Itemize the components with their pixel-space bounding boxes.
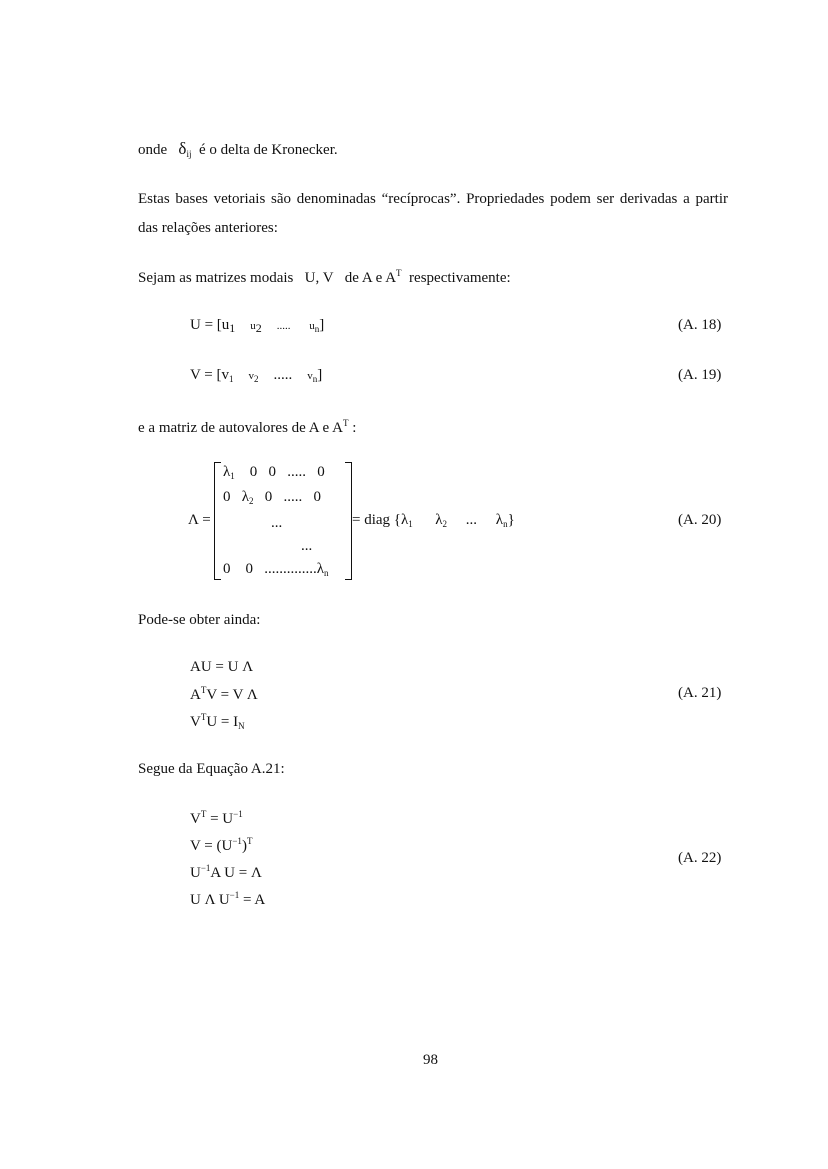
diag-rhs: = diag {$\lambda_1$ $\lambda_2$ ... $\lambda_n$} xyxy=(352,512,515,529)
equation-a22-d: U Λ $U^{-1} = A$ xyxy=(190,890,266,908)
kronecker-line: onde $\delta_{ij}$ é o delta de Kronecker. xyxy=(138,139,338,159)
equation-number-a22: (A. 22) xyxy=(678,850,722,866)
matrix-row-1: $\lambda_1$ 0 0 ..... 0 xyxy=(223,464,325,481)
equation-number-a20: (A. 20) xyxy=(678,512,722,528)
matrix-row-2: 0 $\lambda_2$ 0 ..... 0 xyxy=(223,489,322,506)
equation-a21-b: $A^TV = V$ Λ xyxy=(190,685,258,703)
modal-matrices-line: Sejam as matrizes modais U, V de A e $A^T$ respectivamente: xyxy=(138,268,511,286)
equation-number-a21: (A. 21) xyxy=(678,685,722,701)
matrix-row-3: ... xyxy=(271,515,283,531)
equation-a21-c: $V^TU = I_N$ xyxy=(190,712,245,731)
obtain-line: Pode-se obter ainda: xyxy=(138,612,261,628)
equation-a18: $U = [u_1$ $u_2$ ..... $u_n$] xyxy=(190,317,325,335)
equation-number-a19: (A. 19) xyxy=(678,367,722,383)
lambda-lhs: Λ = xyxy=(188,512,211,528)
matrix-row-5: 0 0 $..............\lambda_n$ xyxy=(223,561,329,578)
equation-a19: $V = [v_1$ $v_2$ ..... $v_n$] xyxy=(190,367,323,384)
paragraph-reciprocal: Estas bases vetoriais são denominadas “recíprocas”. Propriedades podem ser derivadas a partir das relações anteriores: xyxy=(138,191,728,236)
page-number: 98 xyxy=(423,1052,438,1068)
equation-a22-c: $U^{-1}A$ U = Λ xyxy=(190,863,262,881)
equation-a21-a: AU = U Λ xyxy=(190,659,254,675)
eigenvalue-matrix-line: e a matriz de autovalores de A e $A^T$ : xyxy=(138,418,357,436)
equation-a22-b: $V = (U^{-1})^T$ xyxy=(190,836,253,854)
matrix-row-4: ... xyxy=(301,538,313,554)
eigenvalue-matrix xyxy=(214,462,352,580)
equation-a22-a: $V^T = U^{-1}$ xyxy=(190,809,243,827)
equation-number-a18: (A. 18) xyxy=(678,317,722,333)
follows-line: Segue da Equação A.21: xyxy=(138,761,285,777)
